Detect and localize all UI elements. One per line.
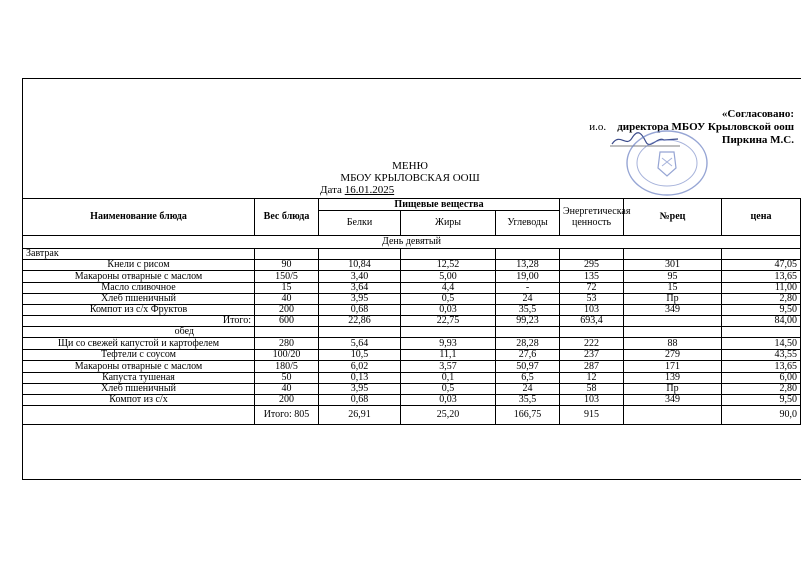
dish-name: Компот из с/х Фруктов bbox=[23, 305, 255, 316]
dish-fats: 9,93 bbox=[401, 338, 496, 350]
dish-price: 9,50 bbox=[722, 305, 801, 316]
stamp-icon bbox=[622, 128, 712, 198]
breakfast-total-label: Итого: bbox=[23, 316, 255, 327]
table-row bbox=[23, 338, 801, 350]
dish-energy: 103 bbox=[560, 395, 624, 406]
dish-recipe: 349 bbox=[624, 395, 722, 406]
dish-price: 13,65 bbox=[722, 361, 801, 373]
dish-fats: 5,00 bbox=[401, 271, 496, 283]
dish-energy: 72 bbox=[560, 283, 624, 294]
dish-proteins: 5,64 bbox=[319, 338, 401, 350]
dish-fats: 3,57 bbox=[401, 361, 496, 373]
dish-carbs: 27,6 bbox=[496, 350, 560, 361]
dish-price: 43,55 bbox=[722, 350, 801, 361]
dish-energy: 287 bbox=[560, 361, 624, 373]
dish-name: Капуста тушеная bbox=[23, 373, 255, 384]
day-label: День девятый bbox=[23, 236, 801, 249]
day-row bbox=[23, 236, 801, 249]
dish-price: 14,50 bbox=[722, 338, 801, 350]
dish-recipe: 95 bbox=[624, 271, 722, 283]
table-row bbox=[23, 271, 801, 283]
date-value: 16.01.2025 bbox=[344, 184, 395, 196]
dish-name: Хлеб пшеничный bbox=[23, 294, 255, 305]
col-name-header: Наименование блюда bbox=[23, 199, 255, 236]
lunch-total-carbs: 166,75 bbox=[496, 406, 560, 425]
col-energy-header: Энергетическая ценность bbox=[560, 199, 624, 236]
breakfast-total-weight: 600 bbox=[255, 316, 319, 327]
dish-name: Тефтели с соусом bbox=[23, 350, 255, 361]
dish-recipe: 171 bbox=[624, 361, 722, 373]
dish-proteins: 0,68 bbox=[319, 395, 401, 406]
breakfast-total-carbs: 99,23 bbox=[496, 316, 560, 327]
table-row bbox=[23, 350, 801, 361]
table-row bbox=[23, 373, 801, 384]
dish-name: Масло сливочное bbox=[23, 283, 255, 294]
breakfast-total-recipe bbox=[624, 316, 722, 327]
dish-fats: 0,03 bbox=[401, 305, 496, 316]
dish-weight: 40 bbox=[255, 294, 319, 305]
dish-price: 13,65 bbox=[722, 271, 801, 283]
dish-recipe: Пр bbox=[624, 384, 722, 395]
approval-line-1: «Согласовано: bbox=[721, 108, 794, 120]
dish-fats: 12,52 bbox=[401, 260, 496, 271]
col-price-header: цена bbox=[722, 199, 801, 236]
dish-price: 6,00 bbox=[722, 373, 801, 384]
dish-price: 2,80 bbox=[722, 384, 801, 395]
dish-carbs: 13,28 bbox=[496, 260, 560, 271]
breakfast-total-energy: 693,4 bbox=[560, 316, 624, 327]
lunch-total-proteins: 26,91 bbox=[319, 406, 401, 425]
lunch-total-recipe bbox=[624, 406, 722, 425]
table-row bbox=[23, 260, 801, 271]
dish-carbs: 35,5 bbox=[496, 305, 560, 316]
dish-proteins: 10,84 bbox=[319, 260, 401, 271]
dish-carbs: 28,28 bbox=[496, 338, 560, 350]
col-weight-header: Вес блюда bbox=[255, 199, 319, 236]
col-fats-header: Жиры bbox=[401, 211, 496, 236]
table-row bbox=[23, 384, 801, 395]
dish-weight: 90 bbox=[255, 260, 319, 271]
breakfast-label-row bbox=[23, 249, 801, 260]
breakfast-total-proteins: 22,86 bbox=[319, 316, 401, 327]
dish-energy: 237 bbox=[560, 350, 624, 361]
lunch-total-price: 90,0 bbox=[722, 406, 801, 425]
dish-fats: 0,1 bbox=[401, 373, 496, 384]
table-row bbox=[23, 283, 801, 294]
dish-recipe: 301 bbox=[624, 260, 722, 271]
dish-weight: 200 bbox=[255, 305, 319, 316]
dish-carbs: 19,00 bbox=[496, 271, 560, 283]
lunch-total-fats: 25,20 bbox=[401, 406, 496, 425]
lunch-label-row bbox=[23, 327, 801, 338]
dish-energy: 135 bbox=[560, 271, 624, 283]
dish-weight: 200 bbox=[255, 395, 319, 406]
col-carbs-header: Углеводы bbox=[496, 211, 560, 236]
dish-energy: 295 bbox=[560, 260, 624, 271]
lunch-total-weight: Итого: 805 bbox=[255, 406, 319, 425]
table-row bbox=[23, 305, 801, 316]
menu-date bbox=[300, 184, 520, 196]
lunch-total-row bbox=[23, 406, 801, 425]
dish-carbs: 24 bbox=[496, 294, 560, 305]
school-name: МБОУ КРЫЛОВСКАЯ ООШ bbox=[340, 172, 480, 184]
dish-price: 11,00 bbox=[722, 283, 801, 294]
lunch-total-energy: 915 bbox=[560, 406, 624, 425]
breakfast-label: Завтрак bbox=[23, 249, 255, 260]
dish-weight: 150/5 bbox=[255, 271, 319, 283]
dish-fats: 11,1 bbox=[401, 350, 496, 361]
dish-proteins: 10,5 bbox=[319, 350, 401, 361]
dish-name: Макароны отварные с маслом bbox=[23, 271, 255, 283]
col-recipe-header: №рец bbox=[624, 199, 722, 236]
dish-fats: 0,5 bbox=[401, 294, 496, 305]
dish-name: Щи со свежей капустой и картофелем bbox=[23, 338, 255, 350]
dish-proteins: 3,95 bbox=[319, 294, 401, 305]
dish-proteins: 6,02 bbox=[319, 361, 401, 373]
dish-recipe: 349 bbox=[624, 305, 722, 316]
table-row bbox=[23, 294, 801, 305]
dish-proteins: 3,64 bbox=[319, 283, 401, 294]
dish-weight: 15 bbox=[255, 283, 319, 294]
dish-carbs: - bbox=[496, 283, 560, 294]
menu-title: МЕНЮ bbox=[392, 160, 428, 172]
breakfast-total-row bbox=[23, 316, 801, 327]
menu-table bbox=[22, 198, 801, 425]
col-nutrients-header: Пищевые вещества bbox=[319, 199, 560, 211]
dish-proteins: 0,13 bbox=[319, 373, 401, 384]
dish-price: 47,05 bbox=[722, 260, 801, 271]
dish-fats: 0,03 bbox=[401, 395, 496, 406]
dish-weight: 280 bbox=[255, 338, 319, 350]
dish-carbs: 6,5 bbox=[496, 373, 560, 384]
dish-carbs: 50,97 bbox=[496, 361, 560, 373]
dish-fats: 0,5 bbox=[401, 384, 496, 395]
dish-recipe: 139 bbox=[624, 373, 722, 384]
date-label: Дата bbox=[320, 184, 342, 196]
dish-energy: 12 bbox=[560, 373, 624, 384]
dish-weight: 50 bbox=[255, 373, 319, 384]
approval-role-label: и.о. bbox=[589, 121, 607, 133]
approval-line-3: Пиркина М.С. bbox=[721, 134, 794, 146]
table-row bbox=[23, 395, 801, 406]
table-header-row bbox=[23, 199, 801, 211]
dish-weight: 100/20 bbox=[255, 350, 319, 361]
dish-price: 9,50 bbox=[722, 395, 801, 406]
breakfast-rows bbox=[23, 260, 801, 316]
dish-energy: 58 bbox=[560, 384, 624, 395]
lunch-total-label bbox=[23, 406, 255, 425]
breakfast-total-fats: 22,75 bbox=[401, 316, 496, 327]
dish-weight: 40 bbox=[255, 384, 319, 395]
dish-fats: 4,4 bbox=[401, 283, 496, 294]
dish-proteins: 3,95 bbox=[319, 384, 401, 395]
dish-carbs: 24 bbox=[496, 384, 560, 395]
dish-name: Макароны отварные с маслом bbox=[23, 361, 255, 373]
dish-name: Компот из с/х bbox=[23, 395, 255, 406]
dish-price: 2,80 bbox=[722, 294, 801, 305]
approval-role-text: директора МБОУ Крыловской оош bbox=[617, 121, 794, 133]
lunch-rows bbox=[23, 338, 801, 406]
dish-carbs: 35,5 bbox=[496, 395, 560, 406]
lunch-label: обед bbox=[23, 327, 255, 338]
dish-recipe: 279 bbox=[624, 350, 722, 361]
dish-name: Хлеб пшеничный bbox=[23, 384, 255, 395]
dish-energy: 103 bbox=[560, 305, 624, 316]
dish-proteins: 3,40 bbox=[319, 271, 401, 283]
dish-energy: 222 bbox=[560, 338, 624, 350]
breakfast-total-price: 84,00 bbox=[722, 316, 801, 327]
dish-recipe: Пр bbox=[624, 294, 722, 305]
table-row bbox=[23, 361, 801, 373]
dish-name: Кнели с рисом bbox=[23, 260, 255, 271]
dish-recipe: 15 bbox=[624, 283, 722, 294]
dish-energy: 53 bbox=[560, 294, 624, 305]
col-proteins-header: Белки bbox=[319, 211, 401, 236]
document-header bbox=[300, 160, 520, 196]
dish-weight: 180/5 bbox=[255, 361, 319, 373]
dish-recipe: 88 bbox=[624, 338, 722, 350]
dish-proteins: 0,68 bbox=[319, 305, 401, 316]
